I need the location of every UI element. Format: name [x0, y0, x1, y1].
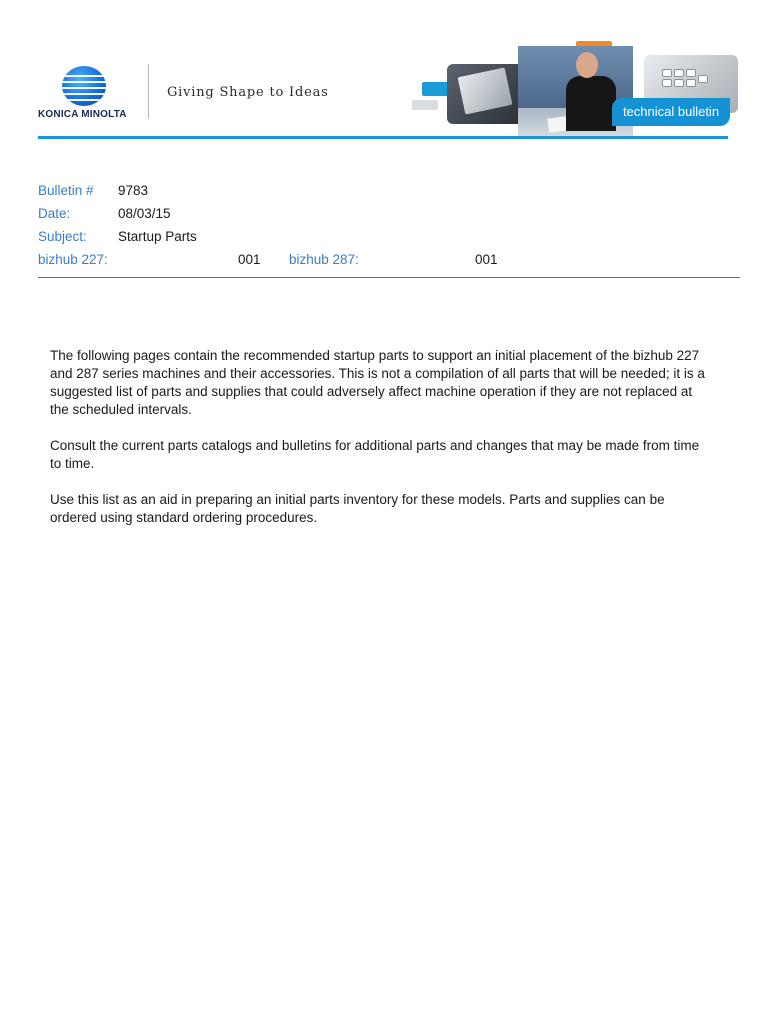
model-value: 001: [238, 252, 261, 267]
bulletin-body: [50, 347, 710, 545]
date-label: Date:: [38, 206, 71, 221]
model-value: 001: [475, 252, 498, 267]
tablet-photo: [447, 64, 527, 124]
model-label: bizhub 227:: [38, 252, 108, 267]
body-paragraph: The following pages contain the recommended startup parts to support an initial placement of the bizhub 227 and 287 series machines and their accessories. This is not a compilation of all parts that will be needed; it is a suggested list of parts and supplies that could adversely affect machine operation if they are not replaced at the scheduled intervals.: [50, 348, 705, 417]
header-banner: [410, 38, 740, 138]
header-rule: [38, 136, 728, 139]
body-paragraph: Consult the current parts catalogs and bulletins for additional parts and changes that may be made from time to time.: [50, 438, 700, 471]
grey-accent-block: [412, 100, 438, 110]
technical-bulletin-badge: technical bulletin: [612, 98, 730, 126]
globe-logo-icon: [62, 66, 106, 106]
subject-label: Subject:: [38, 229, 87, 244]
bulletin-number: 9783: [118, 183, 149, 198]
date-value: 08/03/15: [118, 206, 171, 221]
logo-divider: [148, 64, 149, 119]
body-paragraph: Use this list as an aid in preparing an initial parts inventory for these models. Parts and supplies can be ordered using standard ordering procedures.: [50, 492, 665, 525]
meta-divider: [38, 277, 740, 278]
tagline: Giving Shape to Ideas: [167, 85, 329, 100]
model-label: bizhub 287:: [289, 252, 359, 267]
logo-wordmark: KONICA MINOLTA: [38, 109, 127, 120]
konica-minolta-logo: [38, 62, 134, 124]
subject-value: Startup Parts: [118, 229, 197, 244]
bulletin-label: Bulletin #: [38, 183, 94, 198]
